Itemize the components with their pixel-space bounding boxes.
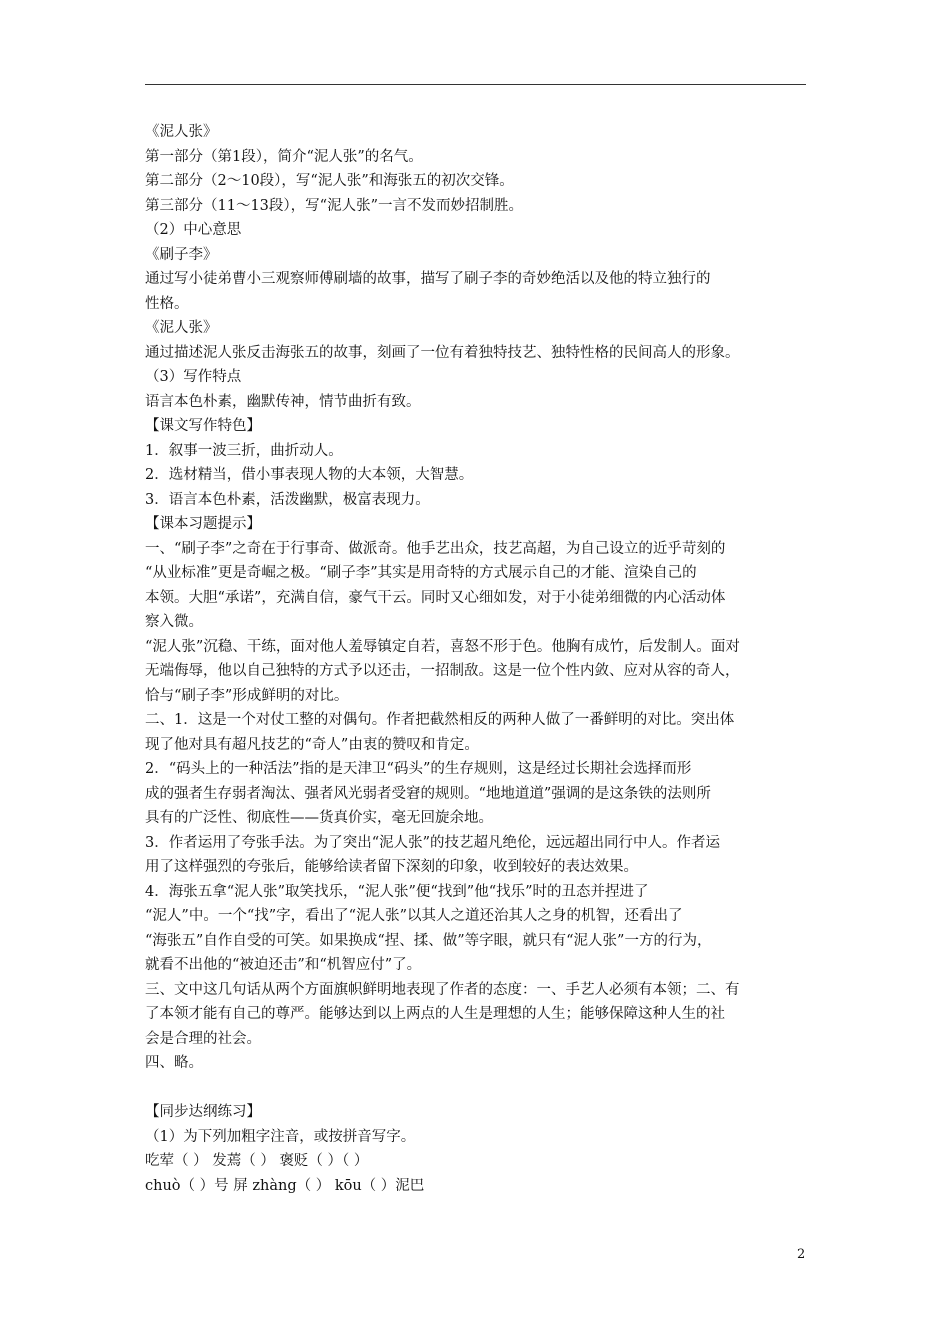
text-line: “从业标准”更是奇崛之极。“刷子李”其实是用奇特的方式展示自己的才能、渲染自己的 xyxy=(145,565,697,581)
text-line: 无端侮辱，他以自己独特的方式予以还击，一招制敌。这是一位个性内敛、应对从容的奇人， xyxy=(145,663,740,679)
text-line: 通过写小徒弟曹小三观察师傅刷墙的故事，描写了刷子李的奇妙绝活以及他的特立独行的 xyxy=(145,271,711,287)
blank-line xyxy=(145,1076,825,1101)
text-line: 第三部分（11～13段），写“泥人张”一言不发而妙招制胜。 xyxy=(145,197,523,214)
page-number: 2 xyxy=(797,1247,806,1262)
text-line: 【同步达纲练习】 xyxy=(145,1104,261,1120)
text-line: 《泥人张》 xyxy=(145,320,218,336)
text-line: 3．作者运用了夸张手法。为了突出“泥人张”的技艺超凡绝伦，远远超出同行中人。作者运 xyxy=(145,834,721,851)
text-line: 语言本色朴素，幽默传神，情节曲折有致。 xyxy=(145,393,421,410)
text-line: “泥人张”沉稳、干练，面对他人羞辱镇定自若，喜怒不形于色。他胸有成竹，后发制人。面对 xyxy=(145,638,740,655)
text-line: 本领。大胆“承诺”，充满自信，豪气干云。同时又心细如发，对于小徒弟细微的内心活动体 xyxy=(145,589,726,606)
text-line: 现了他对具有超凡技艺的“奇人”由衷的赞叹和肯定。 xyxy=(145,736,479,753)
text-line: 《刷子李》 xyxy=(145,246,218,263)
text-line: 通过描述泥人张反击海张五的故事，刻画了一位有着独特技艺、独特性格的民间高人的形象。 xyxy=(145,344,740,361)
text-line: 二、1．这是一个对仗工整的对偶句。作者把截然相反的两种人做了一番鲜明的对比。突出体 xyxy=(145,712,735,728)
text-line: 【课本习题提示】 xyxy=(145,516,261,532)
text-line: 第二部分（2～10段），写“泥人张”和海张五的初次交锋。 xyxy=(145,173,514,189)
text-line: 三、文中这几句话从两个方面旗帜鲜明地表现了作者的态度：一、手艺人必须有本领；二、有 xyxy=(145,981,740,998)
text-line: 就看不出他的“被迫还击”和“机智应付”了。 xyxy=(145,957,422,973)
text-line: “泥人”中。一个“找”字，看出了“泥人张”以其人之道还治其人之身的机智，还看出了 xyxy=(145,908,683,924)
text-line: 察入微。 xyxy=(145,614,203,630)
text-line: （3）写作特点 xyxy=(145,369,242,385)
document-body xyxy=(145,120,825,1198)
text-line: 会是合理的社会。 xyxy=(145,1030,261,1047)
text-line: 4．海张五拿“泥人张”取笑找乐，“泥人张”便“找到”他“找乐”时的丑态并捏进了 xyxy=(145,883,649,900)
text-line: 具有的广泛性、彻底性——货真价实，毫无回旋余地。 xyxy=(145,810,493,826)
text-line: “海张五”自作自受的可笑。如果换成“捏、揉、做”等字眼，就只有“泥人张”一方的行为， xyxy=(145,932,712,949)
text-line: 用了这样强烈的夸张后，能够给读者留下深刻的印象，收到较好的表达效果。 xyxy=(145,859,638,875)
text-line: chuò（ ）号 屏 zhàng（ ） kōu（ ）泥巴 xyxy=(145,1177,425,1194)
text-line: 2．“码头上的一种活法”指的是天津卫“码头”的生存规则，这是经过长期社会选择而形 xyxy=(145,761,692,777)
text-line: 四、略。 xyxy=(145,1055,203,1071)
header-rule xyxy=(145,84,806,85)
text-line: 《泥人张》 xyxy=(145,124,218,140)
text-line: 一、“刷子李”之奇在于行事奇、做派奇。他手艺出众，技艺高超，为自己设立的近乎苛刻的 xyxy=(145,540,726,557)
text-line: 性格。 xyxy=(145,295,189,312)
text-line: 1．叙事一波三折，曲折动人。 xyxy=(145,442,343,459)
text-line: 3．语言本色朴素，活泼幽默，极富表现力。 xyxy=(145,491,430,508)
text-line: （2）中心意思 xyxy=(145,222,242,238)
text-line: 第一部分（第1段），简介“泥人张”的名气。 xyxy=(145,148,423,165)
text-line: 恰与“刷子李”形成鲜明的对比。 xyxy=(145,687,349,704)
text-line: 成的强者生存弱者淘汰、强者风光弱者受窘的规则。“地地道道”强调的是这条铁的法则所 xyxy=(145,785,711,802)
text-line: 【课文写作特色】 xyxy=(145,418,261,434)
text-line: 2．选材精当，借小事表现人物的大本领，大智慧。 xyxy=(145,467,474,483)
text-line: 吃荤（ ） 发蔫（ ） 褒贬（ ）（ ） xyxy=(145,1153,369,1169)
text-line: （1）为下列加粗字注音，或按拼音写字。 xyxy=(145,1128,416,1145)
text-line: 了本领才能有自己的尊严。能够达到以上两点的人生是理想的人生；能够保障这种人生的社 xyxy=(145,1006,725,1022)
